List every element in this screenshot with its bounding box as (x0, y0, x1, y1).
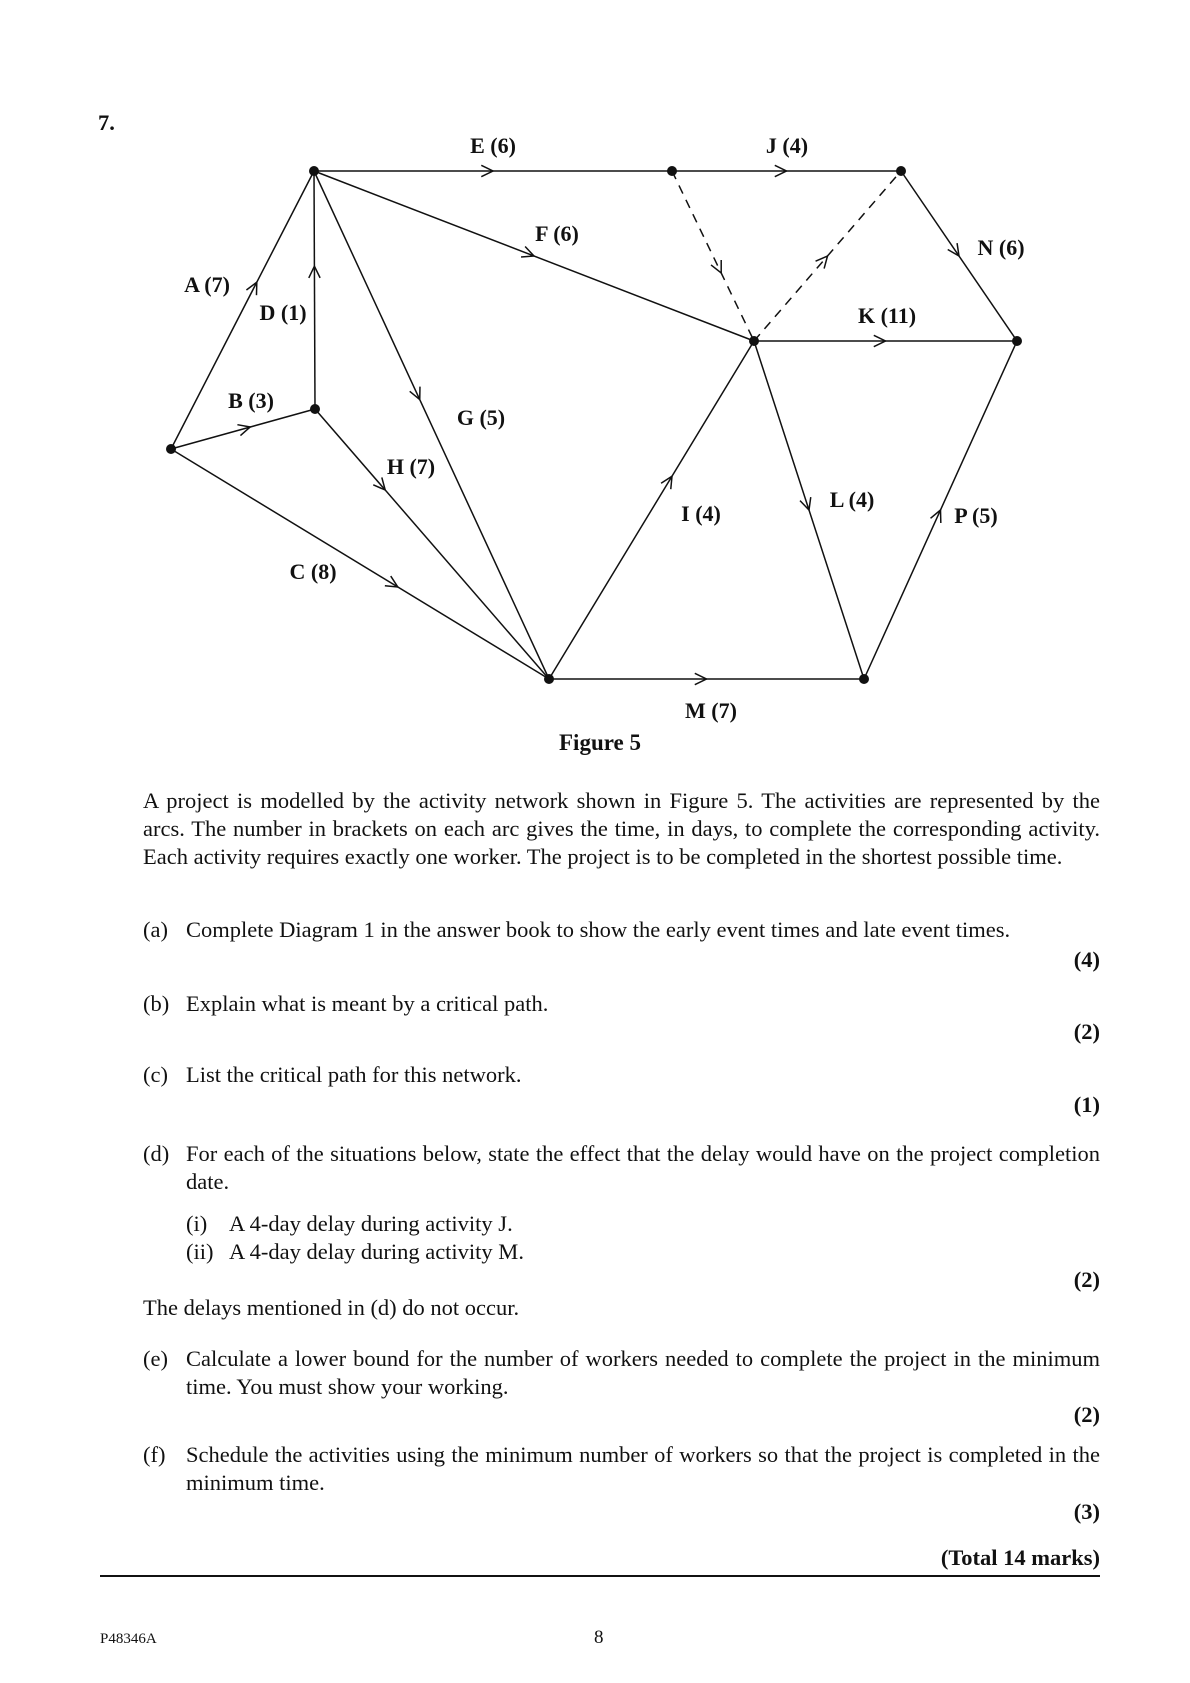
divider-line (100, 1575, 1100, 1577)
part-e-number: (e) (143, 1346, 168, 1371)
event-node (896, 166, 906, 176)
delays-note: The delays mentioned in (d) do not occur. (143, 1295, 520, 1320)
arc-C (171, 449, 549, 679)
part-d-marks: (2) (1073, 1267, 1100, 1292)
part-d-number: (d) (143, 1141, 170, 1166)
label-M: M (7) (685, 698, 737, 723)
label-L: L (4) (829, 487, 875, 512)
paper-code: P48346A (100, 1631, 157, 1647)
arc-B (171, 409, 315, 449)
event-node (749, 336, 759, 346)
label-E: E (6) (470, 133, 516, 158)
label-D: D (1) (259, 300, 307, 325)
question-number: 7. (98, 110, 115, 135)
part-a-number: (a) (143, 917, 168, 942)
event-node (667, 166, 677, 176)
part-f-text: Schedule the activities using the minimum number of workers so that the project is completed in the minimum time. (186, 1442, 1100, 1495)
arc-dummy1 (672, 171, 754, 341)
event-node (859, 674, 869, 684)
total-marks: (Total 14 marks) (940, 1545, 1100, 1570)
part-f-marks: (3) (1073, 1499, 1100, 1524)
event-node (309, 166, 319, 176)
part-a-text: Complete Diagram 1 in the answer book to show the early event times and late event times. (186, 917, 1011, 942)
label-K: K (11) (857, 303, 917, 328)
part-d-ii-number: (ii) (186, 1239, 214, 1264)
part-c-number: (c) (143, 1062, 168, 1087)
label-F: F (6) (535, 221, 579, 246)
arc-H (315, 409, 549, 679)
arc-G (314, 171, 549, 679)
part-d-i-number: (i) (186, 1211, 208, 1236)
arrowhead-C (385, 576, 398, 587)
part-e-marks: (2) (1073, 1402, 1100, 1427)
part-c-text: List the critical path for this network. (186, 1062, 522, 1087)
label-G: G (5) (456, 405, 506, 430)
event-node (1012, 336, 1022, 346)
part-f-number: (f) (143, 1442, 166, 1467)
arrowhead-I (661, 476, 672, 489)
label-J: J (4) (765, 133, 809, 158)
part-b-number: (b) (143, 991, 170, 1016)
event-node (166, 444, 176, 454)
part-b-text: Explain what is meant by a critical path. (186, 991, 549, 1016)
figure-caption: Figure 5 (559, 730, 641, 755)
part-d-i-text: A 4-day delay during activity J. (229, 1211, 513, 1236)
page-number: 8 (594, 1627, 604, 1648)
part-d-text: For each of the situations below, state the effect that the delay would have on the project completion date. (186, 1141, 1100, 1194)
part-e-text: Calculate a lower bound for the number of workers needed to complete the project in the minimum time. You must show your working. (186, 1346, 1100, 1399)
part-b-marks: (2) (1073, 1019, 1100, 1044)
activity-network-diagram (0, 0, 1190, 760)
part-a-marks: (4) (1073, 947, 1100, 972)
label-A: A (7) (184, 272, 230, 297)
label-C: C (8) (289, 559, 337, 584)
label-I: I (4) (681, 501, 721, 526)
event-node (544, 674, 554, 684)
arc-I (549, 341, 754, 679)
part-d-ii-text: A 4-day delay during activity M. (229, 1239, 524, 1264)
label-B: B (3) (228, 388, 274, 413)
event-node (310, 404, 320, 414)
label-H: H (7) (386, 454, 436, 479)
intro-paragraph: A project is modelled by the activity network shown in Figure 5. The activities are represented by the arcs. The number in brackets on each arc gives the time, in days, to complete the corresponding activity. Each activity requires exactly one worker. The project is to be completed in the shortest possible time. (143, 788, 1100, 869)
part-c-marks: (1) (1073, 1092, 1100, 1117)
label-P: P (5) (954, 503, 998, 528)
arc-D (314, 171, 315, 409)
label-N: N (6) (977, 235, 1025, 260)
